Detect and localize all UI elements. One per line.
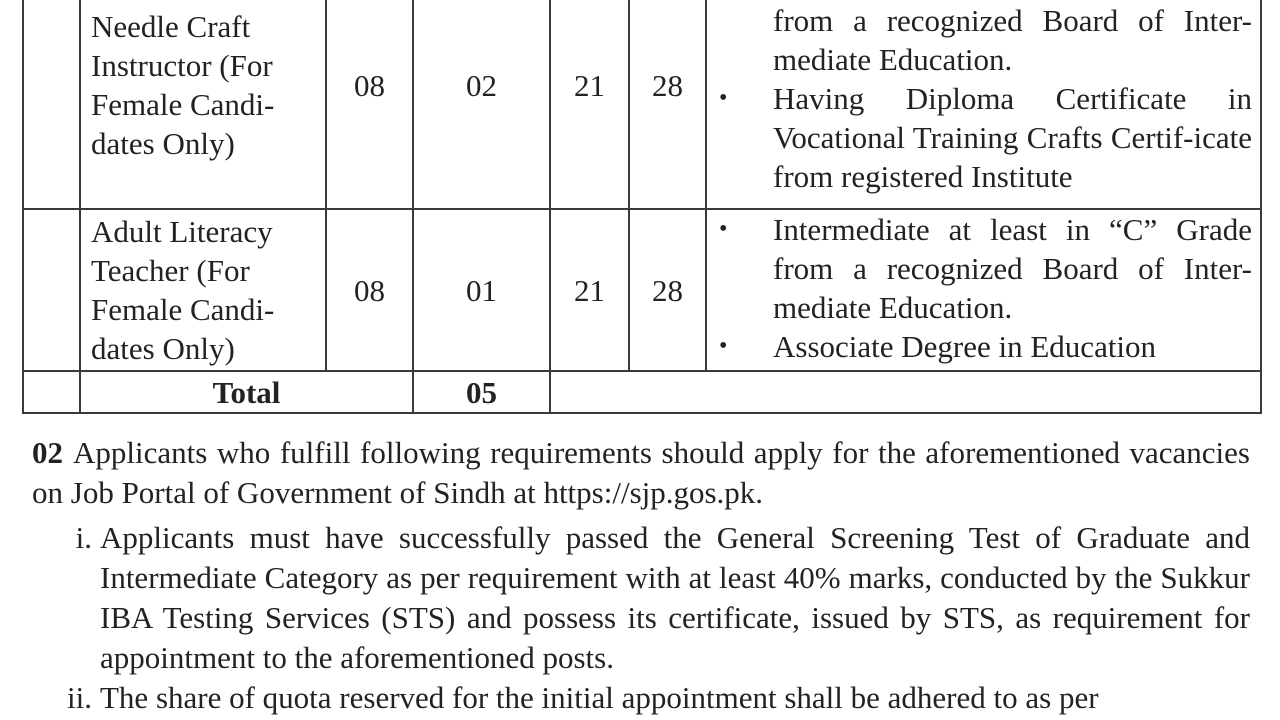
paragraph-number: 02 — [32, 435, 63, 470]
bullet-icon: • — [719, 333, 728, 359]
post-name-line: Female Candi- — [91, 292, 275, 327]
bps-cell: 08 — [326, 209, 413, 371]
requirement-item — [32, 678, 1250, 718]
requirement-marker: i. — [75, 520, 92, 555]
min-age-cell: 21 — [550, 209, 629, 371]
bullet-icon: • — [719, 85, 728, 111]
bullet-icon — [719, 0, 739, 1]
qualification-text: Having Diploma Certificate in Vocational Training Crafts Certif-icate from registered Institute — [773, 81, 1252, 194]
table-row — [23, 209, 1261, 371]
qualification-item — [711, 327, 1252, 366]
qualification-list — [711, 0, 1252, 196]
qualification-cell — [706, 209, 1261, 371]
post-name-line: Instructor (For — [91, 48, 273, 83]
total-row — [23, 371, 1261, 413]
requirement-item — [32, 518, 1250, 678]
requirement-marker: ii. — [67, 680, 92, 715]
post-name-line: Female Candi- — [91, 87, 275, 122]
paragraph-02 — [32, 433, 1250, 513]
max-age-cell: 28 — [629, 0, 706, 209]
qualification-item — [711, 0, 1252, 79]
total-label: Total — [80, 371, 413, 413]
post-name-line: Needle Craft — [91, 9, 251, 44]
qualification-cell — [706, 0, 1261, 209]
paragraph-text: Applicants who fulfill following requirements should apply for the aforementioned vacancies on Job Portal of Government of Sindh at https://sjp.gos.pk. — [32, 435, 1250, 510]
requirement-text: The share of quota reserved for the initial appointment shall be adhered to as per — [100, 680, 1099, 715]
bullet-icon: • — [719, 216, 728, 242]
total-empty-cell — [550, 371, 1261, 413]
requirement-text: Applicants must have successfully passed the General Screening Test of Graduate and Intermediate Category as per requirement with at least 40% marks, conducted by the Sukkur IBA Testing Services (STS) and possess its certificate, issued by STS, as requirement for appointment to the aforementioned posts. — [100, 520, 1250, 675]
max-age-cell: 28 — [629, 209, 706, 371]
qualification-text: Intermediate at least in “C” Grade from a recognized Board of Inter-mediate Education. — [773, 212, 1252, 325]
serial-cell — [23, 209, 80, 371]
min-age-cell: 21 — [550, 0, 629, 209]
post-name-cell — [80, 0, 326, 209]
qualification-text: Associate Degree in Education — [773, 329, 1157, 364]
post-name-line: Teacher (For — [91, 253, 250, 288]
qualification-item — [711, 210, 1252, 327]
post-name-cell — [80, 209, 326, 371]
post-name-line: dates Only) — [91, 331, 235, 366]
serial-cell — [23, 371, 80, 413]
qualification-text: from a recognized Board of Inter-mediate Education. — [773, 3, 1252, 77]
qualification-item — [711, 79, 1252, 196]
bps-cell: 08 — [326, 0, 413, 209]
total-value: 05 — [413, 371, 550, 413]
qualification-list — [711, 210, 1252, 366]
posts-cell: 01 — [413, 209, 550, 371]
post-name-line: Adult Literacy — [91, 214, 273, 249]
table-row — [23, 0, 1261, 209]
post-name-line: dates Only) — [91, 126, 235, 161]
vacancy-table — [22, 0, 1262, 414]
serial-cell — [23, 0, 80, 209]
posts-cell: 02 — [413, 0, 550, 209]
